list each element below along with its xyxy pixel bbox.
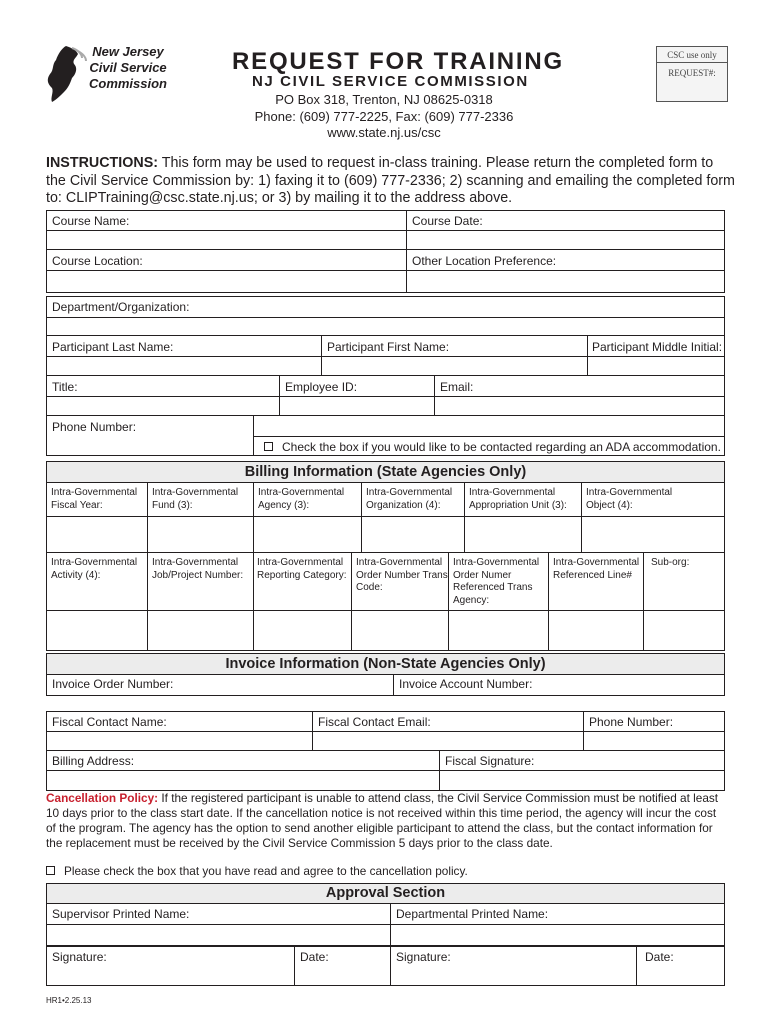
policy-agree-label: Please check the box that you have read and agree to the cancellation policy. — [64, 864, 468, 878]
department-field[interactable]: Department/Organization: — [52, 300, 190, 314]
instructions-lead: INSTRUCTIONS: — [46, 155, 158, 171]
cancellation-policy-text: If the registered participant is unable to attend class, the Civil Service Commission must be notified at least 10 days prior to the class start date. If the cancellation notice is not received within this time period, the agency will incur the cost of the program. The agency has the option to send another eligible participant to attend the class, but the contact information for the replacement must be received by the Civil Service Commission 5 days prior to the class date. — [46, 791, 719, 850]
form-id: HR1•2.25.13 — [46, 996, 92, 1005]
order-referenced-trans-agency-field[interactable]: Intra-Governmental Order Numer Referenced Trans Agency: — [448, 553, 548, 650]
course-location-field[interactable]: Course Location: — [52, 254, 143, 268]
billing-address-field[interactable]: Billing Address: — [52, 754, 135, 768]
fiscal-contact-email-field[interactable]: Fiscal Contact Email: — [312, 712, 583, 750]
object-field[interactable]: Intra-Governmental Object (4): — [581, 483, 725, 552]
fund-field[interactable]: Intra-Governmental Fund (3): — [147, 483, 253, 552]
fiscal-phone-field[interactable]: Phone Number: — [583, 712, 725, 750]
employee-id-field[interactable]: Employee ID: — [279, 376, 434, 415]
appropriation-unit-field[interactable]: Intra-Governmental Appropriation Unit (3): — [464, 483, 581, 552]
title-field[interactable]: Title: — [52, 380, 78, 394]
phone-fax: Phone: (609) 777-2225, Fax: (609) 777-2336 — [254, 108, 514, 124]
participant-name-row — [46, 336, 725, 376]
mailing-address: PO Box 318, Trenton, NJ 08625-0318 — [275, 92, 493, 107]
agency-field[interactable]: Intra-Governmental Agency (3): — [253, 483, 361, 552]
date-2-field[interactable]: Date: — [636, 947, 725, 985]
request-number-label: REQUEST#: — [668, 68, 716, 78]
last-name-field[interactable]: Participant Last Name: — [52, 340, 174, 354]
instructions — [46, 155, 736, 208]
billing-section-title: Billing Information (State Agencies Only) — [244, 464, 527, 480]
email-field[interactable]: Email: — [434, 376, 725, 415]
csc-logo — [42, 44, 182, 104]
csc-use-only-box — [656, 46, 728, 102]
invoice-section-title: Invoice Information (Non-State Agencies Only) — [225, 656, 546, 672]
page-subtitle: NJ CIVIL SERVICE COMMISSION — [252, 73, 529, 90]
fiscal-signature-field[interactable]: Fiscal Signature: — [439, 751, 725, 790]
course-row — [46, 210, 725, 250]
approval-names-row — [46, 904, 725, 946]
department-row — [46, 296, 725, 336]
approval-section-title: Approval Section — [325, 885, 446, 901]
invoice-account-number-field[interactable]: Invoice Account Number: — [393, 675, 725, 695]
ada-row — [253, 416, 725, 455]
sub-org-field[interactable]: Sub-org: — [643, 553, 725, 650]
referenced-line-field[interactable]: Intra-Governmental Referenced Line# — [548, 553, 643, 650]
approval-signatures-row — [46, 946, 725, 986]
page-title: REQUEST FOR TRAINING — [232, 48, 565, 75]
middle-initial-field[interactable]: Participant Middle Initial: — [587, 336, 725, 375]
signature-2-field[interactable]: Signature: — [390, 947, 636, 985]
phone-number-field[interactable]: Phone Number: — [52, 420, 137, 434]
department-name-field[interactable]: Departmental Printed Name: — [390, 904, 725, 945]
date-1-field[interactable]: Date: — [294, 947, 390, 985]
logo-wordmark: New Jersey Civil Service Commission — [88, 44, 167, 91]
ada-checkbox-label: Check the box if you would like to be contacted regarding an ADA accommodation. — [282, 440, 721, 454]
invoice-number-row — [46, 675, 725, 696]
contact-address-block — [224, 92, 544, 142]
website: www.state.nj.us/csc — [327, 125, 441, 140]
fiscal-contact-name-field[interactable]: Fiscal Contact Name: — [52, 715, 167, 729]
job-project-field[interactable]: Intra-Governmental Job/Project Number: — [147, 553, 253, 650]
billing-row-1 — [46, 483, 725, 553]
csc-use-only-label: CSC use only — [657, 47, 727, 63]
policy-agree-row — [46, 864, 468, 878]
ada-checkbox[interactable] — [264, 442, 273, 451]
course-name-field[interactable]: Course Name: — [52, 214, 130, 228]
signature-1-field[interactable]: Signature: — [52, 950, 107, 964]
fiscal-year-field[interactable]: Intra-Governmental Fiscal Year: — [51, 487, 138, 511]
supervisor-name-field[interactable]: Supervisor Printed Name: — [52, 907, 190, 921]
invoice-order-number-field[interactable]: Invoice Order Number: — [52, 677, 174, 691]
policy-agree-checkbox[interactable] — [46, 866, 55, 875]
location-row — [46, 250, 725, 293]
billing-row-2 — [46, 553, 725, 651]
instructions-text: This form may be used to request in-class training. Please return the completed form to the Civil Service Commission by: 1) faxing it to (609) 777-2336; 2) scanning and emailing the completed form to: CLIPTraining@csc.state.nj.us; or 3) by mailing it to the address above. — [46, 155, 735, 206]
fiscal-contact-row — [46, 711, 725, 751]
title-row — [46, 376, 725, 416]
cancellation-policy — [46, 791, 726, 851]
course-date-field[interactable]: Course Date: — [406, 211, 725, 249]
first-name-field[interactable]: Participant First Name: — [321, 336, 587, 375]
cancellation-policy-label: Cancellation Policy: — [46, 791, 159, 805]
order-number-trans-code-field[interactable]: Intra-Governmental Order Number Trans Code: — [351, 553, 448, 650]
organization-field[interactable]: Intra-Governmental Organization (4): — [361, 483, 464, 552]
billing-address-row — [46, 751, 725, 791]
other-location-field[interactable]: Other Location Preference: — [406, 250, 725, 292]
phone-row — [46, 416, 725, 456]
activity-field[interactable]: Intra-Governmental Activity (4): — [51, 557, 138, 581]
reporting-category-field[interactable]: Intra-Governmental Reporting Category: — [253, 553, 351, 650]
